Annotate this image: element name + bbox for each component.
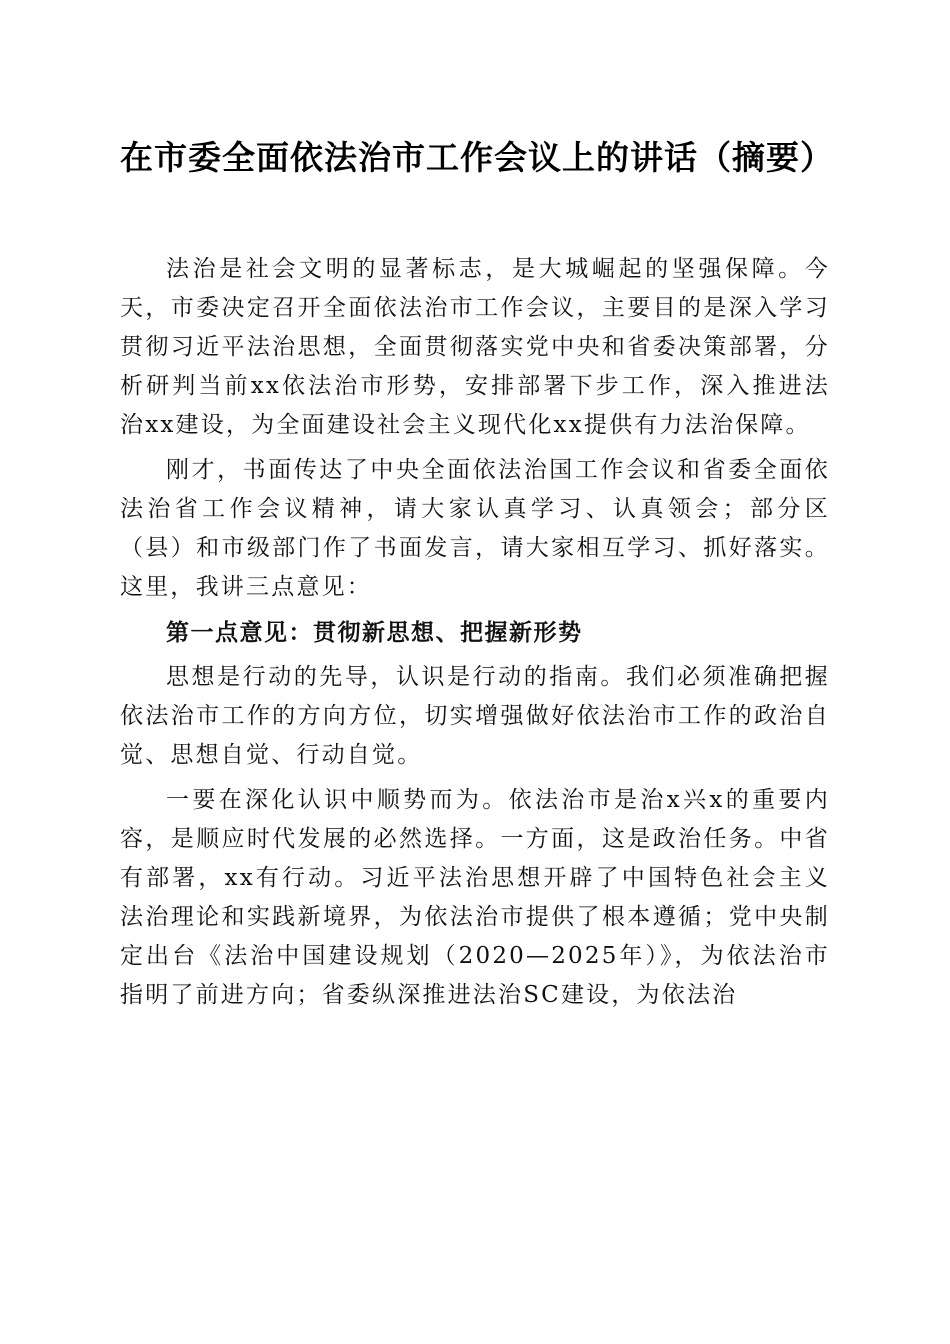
- paragraph-intro: 法治是社会文明的显著标志，是大城崛起的坚强保障。今天，市委决定召开全面依法治市工作会议，主要目的是深入学习贯彻习近平法治思想，全面贯彻落实党中央和省委决策部署，分析研判当前xx依法治市形势，安排部署下步工作，深入推进法治xx建设，为全面建设社会主义现代化xx提供有力法治保障。: [120, 256, 830, 438]
- section-heading: 第一点意见：贯彻新思想、把握新形势: [166, 619, 583, 646]
- paragraph-first-point: 一要在深化认识中顺势而为。依法治市是治x兴x的重要内容，是顺应时代发展的必然选择。一方面，这是政治任务。中省有部署，xx有行动。习近平法治思想开辟了中国特色社会主义法治理论和实践新境界，为依法治市提供了根本遵循；党中央制定出台《法治中国建设规划（2020—2025年）》，为依法治市指明了前进方向；省委纵深推进法治SC建设，为依法治: [120, 787, 830, 1008]
- document-body: [120, 250, 830, 1021]
- paragraph-context: 刚才，书面传达了中央全面依法治国工作会议和省委全面依法治省工作会议精神，请大家认真学习、认真领会；部分区（县）和市级部门作了书面发言，请大家相互学习、抓好落实。这里，我讲三点意见：: [120, 457, 830, 600]
- document-title: 在市委全面依法治市工作会议上的讲话（摘要）: [120, 138, 834, 177]
- paragraph-thinking: 思想是行动的先导，认识是行动的指南。我们必须准确把握依法治市工作的方向方位，切实增强做好依法治市工作的政治自觉、思想自觉、行动自觉。: [120, 664, 830, 768]
